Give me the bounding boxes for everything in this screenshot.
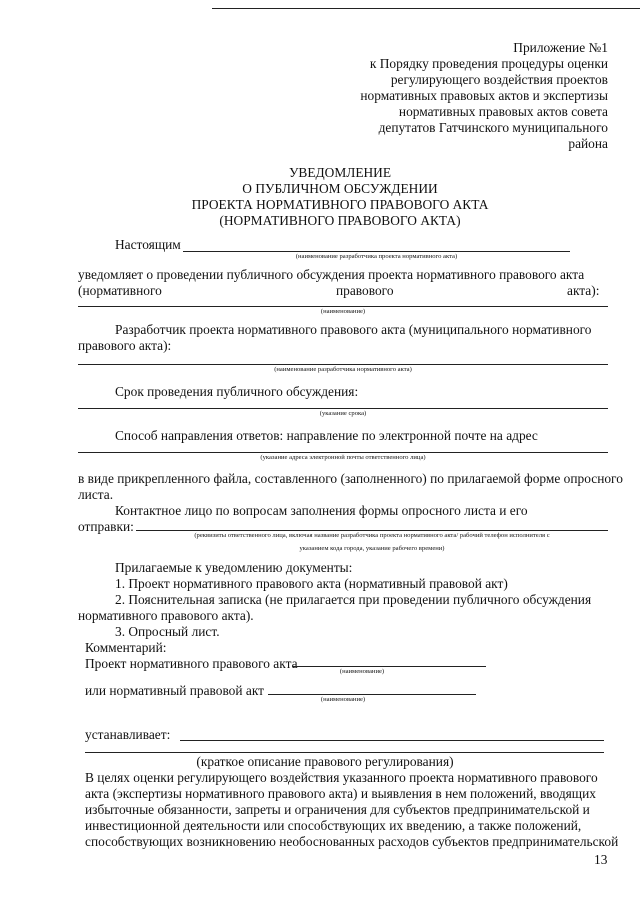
period-hint: (указание срока) xyxy=(319,410,367,417)
email-hint: (указание адреса электронной почты ответственного лица) xyxy=(260,454,426,461)
attached-line: в виде прикрепленного файла, составленного (заполненного) по прилагаемой форме опросного xyxy=(78,471,623,486)
act-name-hint-2: (наименование) xyxy=(320,696,366,703)
appendix-line: нормативных правовых актов и экспертизы xyxy=(360,88,608,103)
developer-hint: (наименование разработчика проекта нормативного акта) xyxy=(295,253,458,260)
act-name-input-line-2[interactable] xyxy=(268,694,476,695)
contact-line: Контактное лицо по вопросам заполнения формы опросного листа и его xyxy=(115,503,528,518)
nastoyashchim-label: Настоящим xyxy=(115,237,181,252)
purpose-line: способствующих возникновению необоснованных расходов субъектов предпринимательской xyxy=(85,834,619,849)
description-input-line[interactable] xyxy=(180,740,604,741)
email-input-line[interactable] xyxy=(78,452,608,453)
contact-input-line[interactable] xyxy=(136,530,608,531)
developer-line: Разработчик проекта нормативного правового акта (муниципального нормативного xyxy=(115,322,592,337)
contact-hint: указанием кода города, указание рабочего времени) xyxy=(299,545,445,552)
contact-line: отправки: xyxy=(78,519,134,534)
top-rule xyxy=(212,8,640,9)
period-input-line[interactable] xyxy=(78,408,608,409)
doc-item: 2. Пояснительная записка (не прилагается при проведении публичного обсуждения xyxy=(115,592,592,607)
comment-label: Комментарий: xyxy=(85,640,167,655)
doc-item: 3. Опросный лист. xyxy=(115,624,220,639)
project-name-hint: (наименование) xyxy=(339,668,385,675)
developer-line: правового акта): xyxy=(78,338,172,353)
purpose-line: акта (экспертизы нормативного правового акта) и выявления в нем положений, вводящих xyxy=(85,786,596,801)
act-name-hint: (наименование) xyxy=(320,308,366,315)
docs-intro: Прилагаемые к уведомлению документы: xyxy=(115,560,353,575)
developer-input-line[interactable] xyxy=(183,251,570,252)
purpose-line: избыточные обязанности, запреты и ограничения для субъектов предпринимательской и xyxy=(85,802,590,817)
or-label: или нормативный правовой акт xyxy=(85,683,265,698)
project-label: Проект нормативного правового акта xyxy=(85,656,298,671)
heading-line: О ПУБЛИЧНОМ ОБСУЖДЕНИИ xyxy=(242,181,438,196)
project-name-input-line[interactable] xyxy=(292,666,486,667)
notifies-word: правового xyxy=(336,283,394,298)
appendix-line: депутатов Гатчинского муниципального xyxy=(378,120,608,135)
notifies-word: (нормативного xyxy=(78,283,162,298)
appendix-line: района xyxy=(568,136,608,151)
heading-line: УВЕДОМЛЕНИЕ xyxy=(288,165,392,180)
appendix-title: Приложение №1 xyxy=(513,40,608,55)
developer-name-hint: (наименование разработчика нормативного акта) xyxy=(274,366,412,373)
purpose-line: В целях оценки регулирующего воздействия указанного проекта нормативного правового xyxy=(85,770,598,785)
act-name-input-line[interactable] xyxy=(78,306,608,307)
developer-name-input-line[interactable] xyxy=(78,364,608,365)
appendix-line: нормативных правовых актов совета xyxy=(398,104,608,119)
page-number: 13 xyxy=(594,852,608,867)
doc-item: нормативного правового акта). xyxy=(78,608,254,623)
description-input-line-2[interactable] xyxy=(85,752,604,753)
period-label: Срок проведения публичного обсуждения: xyxy=(115,384,359,399)
notifies-word: акта): xyxy=(567,283,600,298)
appendix-line: к Порядку проведения процедуры оценки xyxy=(369,56,608,71)
method-label: Способ направления ответов: направление по электронной почте на адрес xyxy=(115,428,538,443)
attached-line: листа. xyxy=(78,487,114,502)
short-description-hint: (краткое описание правового регулирования) xyxy=(196,754,454,769)
establishes-label: устанавливает: xyxy=(85,727,171,742)
heading-line: (НОРМАТИВНОГО ПРАВОВОГО АКТА) xyxy=(219,213,461,228)
doc-item: 1. Проект нормативного правового акта (нормативный правовой акт) xyxy=(115,576,508,591)
purpose-line: инвестиционной деятельности или способствующих их введению, а также положений, xyxy=(85,818,582,833)
notifies-line: уведомляет о проведении публичного обсуждения проекта нормативного правового акта xyxy=(78,267,585,282)
appendix-line: регулирующего воздействия проектов xyxy=(390,72,608,87)
heading-line: ПРОЕКТА НОРМАТИВНОГО ПРАВОВОГО АКТА xyxy=(191,197,489,212)
contact-hint: (реквизиты ответственного лица, включая название разработчика проекта нормативного акта/ рабочий телефон исполнителя с xyxy=(194,532,550,539)
